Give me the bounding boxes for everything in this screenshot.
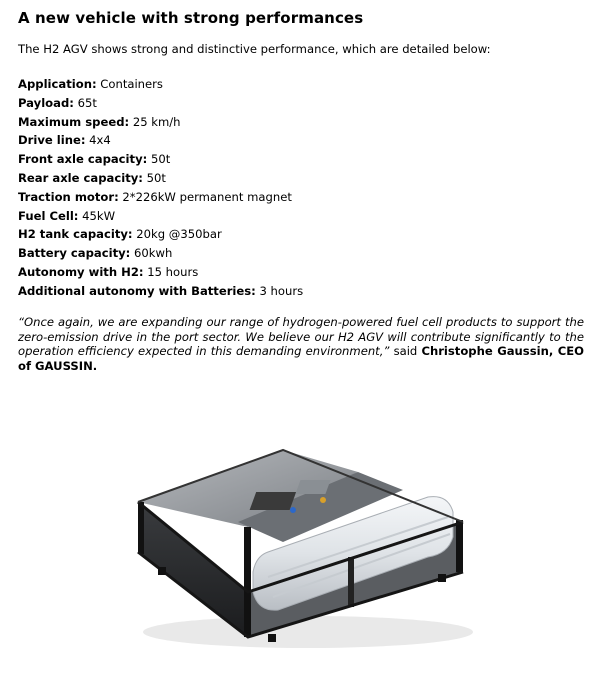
spec-item-maximum-speed: [18, 113, 303, 132]
spec-value: Containers: [96, 77, 163, 91]
section-heading: A new vehicle with strong performances: [18, 9, 364, 27]
spec-label: Autonomy with H2:: [18, 264, 144, 279]
spec-item-autonomy-h2: [18, 263, 303, 282]
spec-value: 45kW: [78, 208, 116, 223]
spec-label: H2 tank capacity:: [18, 227, 133, 242]
spec-item-front-axle: [18, 150, 303, 169]
spec-label: Payload:: [18, 95, 74, 110]
spec-label: Battery capacity:: [18, 246, 131, 261]
spec-label: Maximum speed:: [18, 114, 130, 129]
spec-item-battery: [18, 244, 303, 263]
spec-item-traction-motor: [18, 188, 303, 207]
spec-list: [18, 75, 303, 301]
quote-speaker: Christophe Gaussin, CEO of GAUSSIN.: [18, 344, 584, 373]
spec-item-h2-tank: [18, 225, 303, 244]
spec-label: Drive line:: [18, 133, 86, 148]
spec-label: Rear axle capacity:: [18, 170, 143, 185]
spec-value: 20kg @350bar: [132, 227, 222, 242]
spec-item-rear-axle: [18, 169, 303, 188]
spec-value: 15 hours: [143, 264, 199, 279]
spec-item-fuel-cell: [18, 207, 303, 226]
spec-item-payload: [18, 94, 303, 113]
quote-said: said: [389, 344, 422, 358]
spec-value: 3 hours: [255, 283, 304, 298]
quote-paragraph: [18, 315, 584, 373]
spec-label: Additional autonomy with Batteries:: [18, 283, 256, 298]
spec-item-drive-line: [18, 131, 303, 150]
spec-value: 25 km/h: [129, 114, 181, 129]
spec-label: Traction motor:: [18, 189, 119, 204]
spec-value: 50t: [147, 152, 171, 167]
spec-label: Application:: [18, 77, 97, 91]
intro-paragraph: The H2 AGV shows strong and distinctive performance, which are detailed below:: [18, 42, 491, 56]
spec-item-autonomy-batteries: [18, 282, 303, 301]
h2-agv-module-illustration: [118, 432, 478, 652]
spec-value: 60kwh: [130, 246, 173, 261]
spec-label: Front axle capacity:: [18, 152, 148, 167]
spec-item-application: [18, 75, 303, 94]
spec-value: 65t: [73, 95, 97, 110]
spec-value: 50t: [142, 170, 166, 185]
spec-value: 2*226kW permanent magnet: [118, 189, 292, 204]
spec-value: 4x4: [85, 133, 111, 148]
spec-label: Fuel Cell:: [18, 208, 79, 223]
quote-text: “Once again, we are expanding our range of hydrogen-powered fuel cell products to support the zero-emission drive in the port sector. We believe our H2 AGV will contribute significantly to the operation efficiency expected in this demanding environment,”: [18, 315, 584, 358]
